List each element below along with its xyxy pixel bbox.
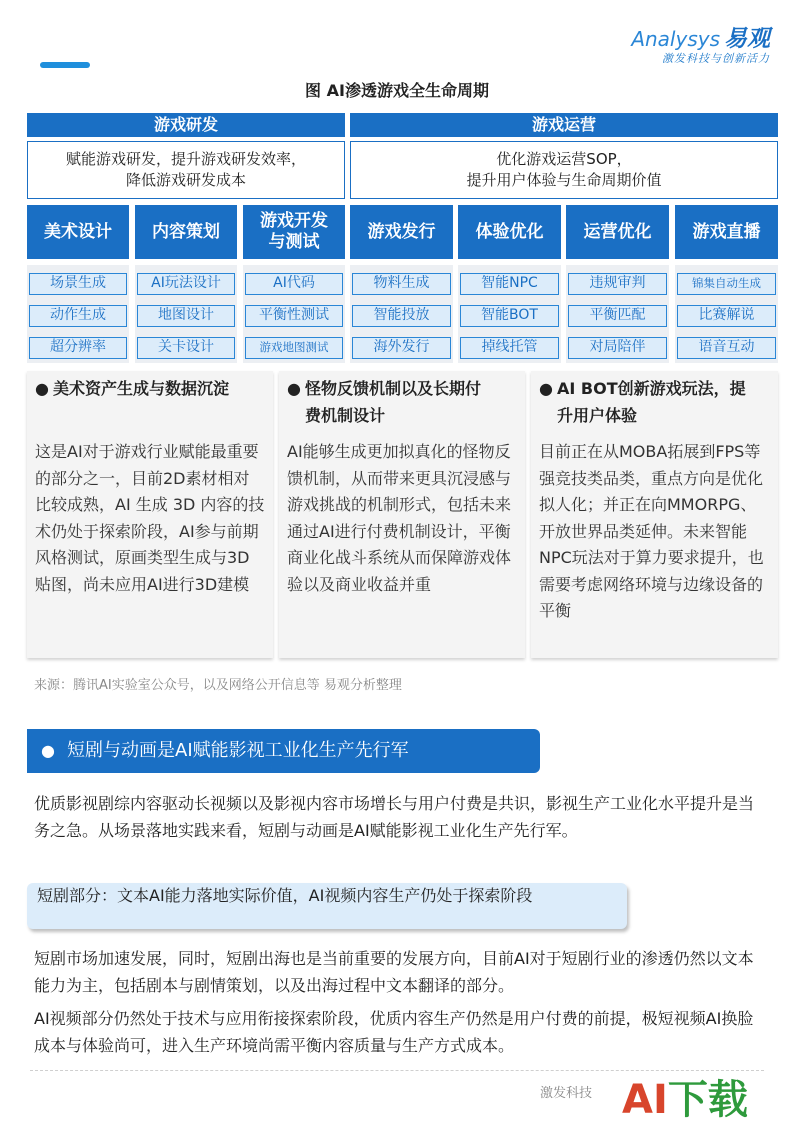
panel-title-line2: 费机制设计 (305, 406, 386, 425)
panel-title-line2: 升用户体验 (557, 406, 638, 425)
figure-source: 来源：腾讯AI实验室公众号，以及网络公开信息等 易观分析整理 (34, 678, 402, 693)
dev-header: 游戏研发 (27, 113, 345, 137)
category-item: 场景生成 (29, 273, 127, 295)
category-item: 平衡性测试 (245, 305, 343, 327)
panel-title (539, 375, 770, 429)
logo-mark: A (631, 27, 645, 51)
category-art-design: 美术设计 (27, 205, 129, 259)
footer-text: 激发科技 (540, 1086, 593, 1101)
category-dev-testing (243, 205, 345, 259)
sub-heading: 短剧部分：文本AI能力落地实际价值，AI视频内容生产仍处于探索阶段 (37, 886, 533, 905)
panel-title-line1: 怪物反馈机制以及长期付 (305, 379, 482, 398)
ops-description (350, 141, 778, 199)
dev-desc-line2: 降低游戏研发成本 (125, 171, 246, 189)
panel-body: AI能够生成更加拟真化的怪物反馈机制，从而带来更具沉浸感与游戏挑战的机制形式，包括未来通过AI进行付费机制设计，平衡商业化战斗系统从而保障游戏体验以及商业收益并重 (287, 442, 512, 594)
accent-bar (40, 62, 90, 68)
panel-title (35, 375, 265, 402)
sub-heading-box (27, 883, 627, 929)
category-item: 比赛解说 (677, 305, 776, 327)
category-item: 游戏地图测试 (245, 337, 343, 359)
figure-title: 图 AI渗透游戏全生命周期 (305, 81, 489, 100)
bullet-icon: ● (539, 379, 553, 398)
category-experience: 体验优化 (458, 205, 561, 259)
category-ops-optimization: 运营优化 (566, 205, 669, 259)
category-item: 锦集自动生成 (677, 273, 776, 295)
category-item: 平衡匹配 (568, 305, 667, 327)
panel-ai-bot (531, 371, 778, 658)
logo-en: nalysys (645, 27, 720, 51)
category-item: 智能BOT (460, 305, 559, 327)
dev-description (27, 141, 345, 199)
category-item: 对局陪伴 (568, 337, 667, 359)
category-item: 语音互动 (677, 337, 776, 359)
bullet-icon: ● (41, 741, 55, 760)
section-title: 短剧与动画是AI赋能影视工业化生产先行军 (67, 740, 409, 761)
category-item: AI代码 (245, 273, 343, 295)
category-item: 违规审判 (568, 273, 667, 295)
panel-body: 目前正在从MOBA拓展到FPS等强竞技类品类，重点方向是优化拟人化；并正在向MMORPG、开放世界品类延伸。未来智能NPC玩法对于算力要求提升，也需要考虑网络环境与边缘设备的平衡 (539, 442, 764, 620)
paragraph-ai-video: AI视频部分仍然处于技术与应用衔接探索阶段，优质内容生产仍然是用户付费的前提，极短视频AI换脸成本与体验尚可，进入生产环境尚需平衡内容质量与生产方式成本。 (34, 1009, 754, 1055)
logo-wordmark (631, 20, 770, 53)
category-item: 海外发行 (352, 337, 451, 359)
paragraph-short-drama: 短剧市场加速发展，同时，短剧出海也是当前重要的发展方向，目前AI对于短剧行业的渗透仍然以文本能力为主，包括剧本与剧情策划，以及出海过程中文本翻译的部分。 (34, 949, 754, 995)
panel-title-line1: 美术资产生成与数据沉淀 (53, 379, 230, 398)
watermark-ai: AI (622, 1077, 668, 1123)
paragraph-intro: 优质影视剧综内容驱动长视频以及影视内容市场增长与用户付费是共识，影视生产工业化水平提升是当务之急。从场景落地实践来看，短剧与动画是AI赋能影视工业化生产先行军。 (34, 794, 755, 840)
category-item: 物料生成 (352, 273, 451, 295)
ops-header: 游戏运营 (350, 113, 778, 137)
category-item: 智能NPC (460, 273, 559, 295)
category-item: 掉线托管 (460, 337, 559, 359)
dev-desc-line1: 赋能游戏研发，提升游戏研发效率， (65, 150, 306, 168)
category-item: 超分辨率 (29, 337, 127, 359)
category-item: 关卡设计 (137, 337, 235, 359)
category-item: 地图设计 (137, 305, 235, 327)
panel-art-assets (27, 371, 273, 658)
panel-body: 这是AI对于游戏行业赋能最重要的部分之一，目前2D素材相对比较成熟，AI 生成 3D 内容的技术仍处于探索阶段，AI参与前期风格测试，原画类型生成与3D贴图，尚未应用AI进行3D建模 (35, 442, 265, 594)
category-item: 动作生成 (29, 305, 127, 327)
panel-title-line1: AI BOT创新游戏玩法，提 (557, 379, 746, 398)
bullet-icon: ● (287, 379, 301, 398)
panel-monster-feedback (279, 371, 525, 658)
category-content-planning: 内容策划 (135, 205, 237, 259)
category-live-streaming: 游戏直播 (675, 205, 778, 259)
analysys-logo (600, 20, 770, 70)
ai-download-watermark-logo (622, 1068, 748, 1125)
category-item: 智能投放 (352, 305, 451, 327)
category-item: AI玩法设计 (137, 273, 235, 295)
ops-desc-line2: 提升用户体验与生命周期价值 (466, 171, 662, 189)
logo-cn: 易观 (724, 26, 770, 52)
section-heading (27, 729, 540, 773)
category-label-line2: 与测试 (268, 232, 320, 252)
watermark-download: 下载 (667, 1077, 748, 1123)
ops-desc-line1: 优化游戏运营SOP， (496, 150, 632, 168)
panel-title (287, 375, 517, 429)
bullet-icon: ● (35, 379, 49, 398)
category-publishing: 游戏发行 (350, 205, 453, 259)
category-label-line1: 游戏开发 (260, 211, 328, 231)
logo-slogan: 激发科技与创新活力 (662, 52, 770, 65)
